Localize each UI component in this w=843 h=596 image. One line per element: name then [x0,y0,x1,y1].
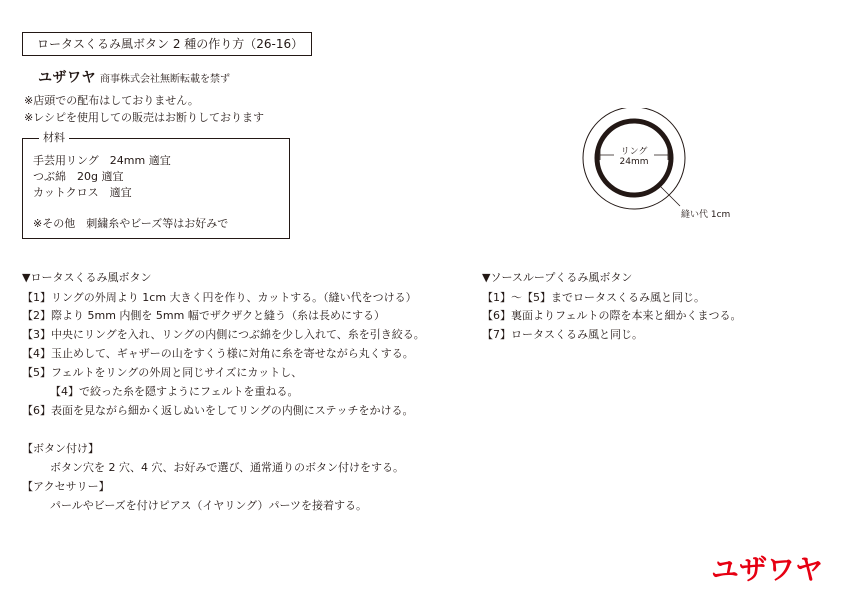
source-loop-step-6: 【6】裏面よりフェルトの際を本来と細かくまつる。 [482,309,742,322]
notice-no-store-distribution: ※店頭での配布はしておりません。 [24,94,199,107]
lotus-step-5-continued: 【4】で絞った糸を隠すようにフェルトを重ねる。 [50,385,299,398]
lotus-step-6: 【6】表面を見ながら細かく返しぬいをしてリングの内側にステッチをかける。 [22,404,414,417]
button-attach-heading: 【ボタン付け】 [22,442,99,455]
brand-logo [711,551,823,585]
button-attach-text: ボタン穴を 2 穴、4 穴、お好みで選び、通常通りのボタン付けをする。 [50,461,405,474]
lotus-heading: ▼ロータスくるみ風ボタン [22,271,152,284]
document-title: ロータスくるみ風ボタン 2 種の作り方（26-16） [22,32,312,56]
ring-label-line2: 24mm [619,157,649,167]
source-loop-step-7: 【7】ロータスくるみ風と同じ。 [482,328,643,341]
ring-label-line1: リング [620,147,648,157]
brand-logo-text: ユザワヤ [711,553,823,585]
lotus-step-3: 【3】中央にリングを入れ、リングの内側につぶ綿を少し入れて、糸を引き絞る。 [22,328,425,341]
material-item-cotton: つぶ綿 20g 適宜 [33,170,124,183]
lotus-step-2: 【2】際より 5mm 内側を 5mm 幅でザクザクと縫う（糸は長めにする） [22,309,385,322]
notice-no-resale: ※レシピを使用しての販売はお断りしております [24,111,264,124]
seam-allowance-label: 縫い代 1cm [681,210,731,220]
lotus-step-4: 【4】玉止めして、ギャザーの山をすくう様に対角に糸を寄せながら丸くする。 [22,347,414,360]
material-item-cloth: カットクロス 適宜 [33,186,132,199]
materials-box [22,131,290,239]
brand-logo-small: ユザワヤ [38,70,96,86]
seam-leader-line [660,186,680,206]
lotus-step-1: 【1】リングの外周より 1cm 大きく円を作り、カットする。（縫い代をつける） [22,291,417,304]
accessory-text: パールやビーズを付けピアス（イヤリング）パーツを接着する。 [50,499,368,512]
source-loop-step-1: 【1】～【5】までロータスくるみ風と同じ。 [482,291,705,304]
material-item-ring: 手芸用リング 24mm 適宜 [33,154,171,167]
material-other: ※その他 刺繍糸やビーズ等はお好みで [33,217,229,230]
copyright-note: 商事株式会社無断転載を禁ず [100,73,230,85]
accessory-heading: 【アクセサリー】 [22,480,110,493]
materials-heading: 材料 [39,131,69,145]
ring-diagram [578,108,748,228]
copyright-row [38,69,230,85]
source-loop-heading: ▼ソースループくるみ風ボタン [482,271,633,284]
lotus-step-5: 【5】フェルトをリングの外周と同じサイズにカットし、 [22,366,303,379]
